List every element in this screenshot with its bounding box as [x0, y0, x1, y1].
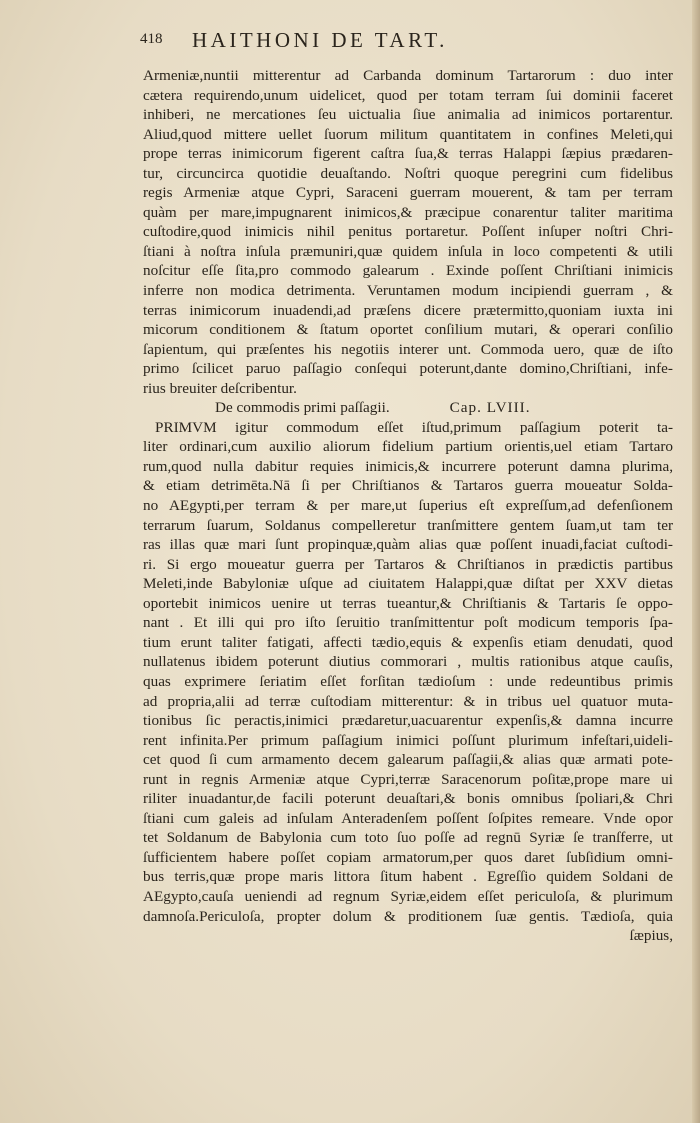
catchword: ſæpius,	[629, 927, 673, 945]
text-line: damnoſa.Periculoſa, propter dolum & proditionem ſuæ gentis. Tædioſa, quia	[143, 907, 673, 925]
page-number: 418	[140, 31, 163, 47]
text-line: quàm per mare,impugnarent inimicos,& præcipue conarentur taliter maritima	[143, 203, 673, 221]
text-line: cuſtodire,quod inimicis nihil penitus portaretur. Poſſent inſuper noſtri Chri-	[143, 223, 673, 241]
text-line: Armeniæ,nuntii mitterentur ad Carbanda dominum Tartarorum : duo inter	[143, 67, 673, 84]
text-line: terras inimicorum inuadendi,ad præſens dicere prætermitto,quoniam iuxta ini	[143, 301, 673, 319]
text-line: runt in regnis Armeniæ atque Cypri,terræ Saracenorum poſitæ,prope mare ui	[143, 770, 673, 788]
text-line: tionibus ſic peractis,inimici prædaretur,uacuarentur expenſis,& damna incurre	[143, 712, 673, 730]
text-line: rent infinita.Per primum paſſagium inimici poſſunt plurimum infeſtari,uideli-	[143, 731, 673, 749]
text-line: nullatenus ibidem poterunt diutius commorari , multis rationibus atque cauſis,	[143, 653, 673, 671]
text-line: ras illas quæ mari ſunt propinquæ,quàm alias quæ poſſent inuadi,faciat cuſtodi-	[143, 536, 673, 554]
text-line: inhiberi, ne mercationes ſeu uictualia ſiue animalia ad inimicos portarentur.	[143, 106, 673, 124]
text-line: primo ſcilicet paruo paſſagio conſequi poterunt,dante domino,Chriſtiani, infe-	[143, 360, 673, 378]
text-line: quas exprimere ſeriatim eſſet forſitan tædioſum : unde redeuntibus primis	[143, 672, 673, 690]
text-line: micorum conditionem & ſtatum oportet conſilium mutari, & operari conſilio	[143, 321, 673, 339]
paragraph-2	[143, 418, 673, 926]
text-line: regis Armeniæ atque Cypri, Saraceni guerram mouerent, & tam per terram	[143, 184, 673, 202]
text-line: & etiam detrimēta.Nā ſi per Chriſtianos & Tartaros guerra moueatur Solda-	[143, 477, 673, 495]
text-line: PRIMVM igitur commodum eſſet iſtud,primum paſſagium poterit ta-	[155, 418, 673, 436]
chapter-heading	[143, 398, 673, 418]
text-line: ſtiani à noſtra inſula præmuniri,quæ quidem inſula in loco competenti & utili	[143, 242, 673, 260]
chapter-number: Cap. LVIII.	[449, 399, 531, 417]
page-spine-edge	[692, 0, 700, 1123]
chapter-title: De commodis primi paſſagii.	[215, 399, 390, 417]
text-line: nant . Et illi qui pro iſto ſeruitio tranſmittentur poſt modicum temporis ſpa-	[143, 614, 673, 632]
text-line: ſufficientem habere poſſet copiam armatorum,per quos daret ſubſidium omni-	[143, 848, 673, 866]
text-block	[143, 66, 673, 946]
paragraph-1	[143, 66, 673, 398]
text-line: ſapientum, qui præſentes his negotiis interer unt. Commoda uero, quæ de iſto	[143, 340, 673, 358]
text-line: AEgypto,cauſa ueniendi ad regnum Syriæ,eidem eſſet periculoſa, & plurimum	[143, 887, 673, 905]
text-line: oportebit inimicos uenire ut terras tueantur,& Chriſtianis & Tartaris ſe oppo-	[143, 594, 673, 612]
page-header	[140, 28, 580, 60]
text-line: liter ordinari,cum auxilio aliorum fidelium partium orientis,uel etiam Tartaro	[143, 438, 673, 456]
text-line: tet Soldanum de Babylonia cum toto ſuo poſſe ad regnū Syriæ ſe tranſferre, ut	[143, 829, 673, 847]
text-line: inferre non modica detrimenta. Veruntamen modum incipiendi guerram , &	[143, 282, 673, 300]
text-line: prope terras inimicorum figerent caſtra ſua,& terras Halappi ſæpius prædaren-	[143, 145, 673, 163]
text-line: no AEgypti,per terram & per mare,ut ſuperius eſt expreſſum,ad defenſionem	[143, 497, 673, 515]
text-line: bus terris,quæ prope maris littora ſitum habent . Egreſſio quidem Soldani de	[143, 868, 673, 886]
text-line: cætera requirendo,unum uidelicet, quod per totam terram ſui dominii faceret	[143, 86, 673, 104]
text-line: rius breuiter deſcribentur.	[143, 379, 297, 397]
text-line: ſtiani cum galeis ad inſulam Anteradenſem poſſent ſoſpites remeare. Vnde opor	[143, 809, 673, 827]
text-line: Aliud,quod mittere uellet ſuorum militum quantitatem in confines Meleti,qui	[143, 125, 673, 143]
text-line: tur, circuncirca quotidie deuaſtando. Noſtri quoque peregrini cum fidelibus	[143, 164, 673, 182]
text-line: riliter inuadantur,de facili poterunt deuaſtari,& bonis omnibus ſpoliari,& Chri	[143, 790, 673, 808]
text-line: cet quod ſi cum armamento decem galearum paſſagii,& alias quæ armati pote-	[143, 751, 673, 769]
text-line: noſcitur eſſe ſita,pro commodo galearum . Exinde poſſent Chriſtiani inimicis	[143, 262, 673, 280]
text-line: terrarum ſuarum, Soldanus compelleretur tranſmittere gentem ſuam,ut tam ter	[143, 516, 673, 534]
text-line: rum,quod nulla dabitur requies inimicis,& incurrere poterunt damna plurima,	[143, 457, 673, 475]
text-line: tium erunt taliter fatigati, affecti tædio,equis & expenſis etiam denudati, quod	[143, 633, 673, 651]
text-line: Meleti,inde Babyloniæ uſque ad ciuitatem Halappi,quæ diſtat per XXV dietas	[143, 575, 673, 593]
text-line: ad propria,alii ad terræ cuſtodiam mitterentur: & in tribus uel quatuor muta-	[143, 692, 673, 710]
running-title: HAITHONI DE TART.	[192, 28, 448, 52]
text-line: ri. Si ergo moueatur guerra per Tartaros & Chriſtianos in prædictis partibus	[143, 555, 673, 573]
